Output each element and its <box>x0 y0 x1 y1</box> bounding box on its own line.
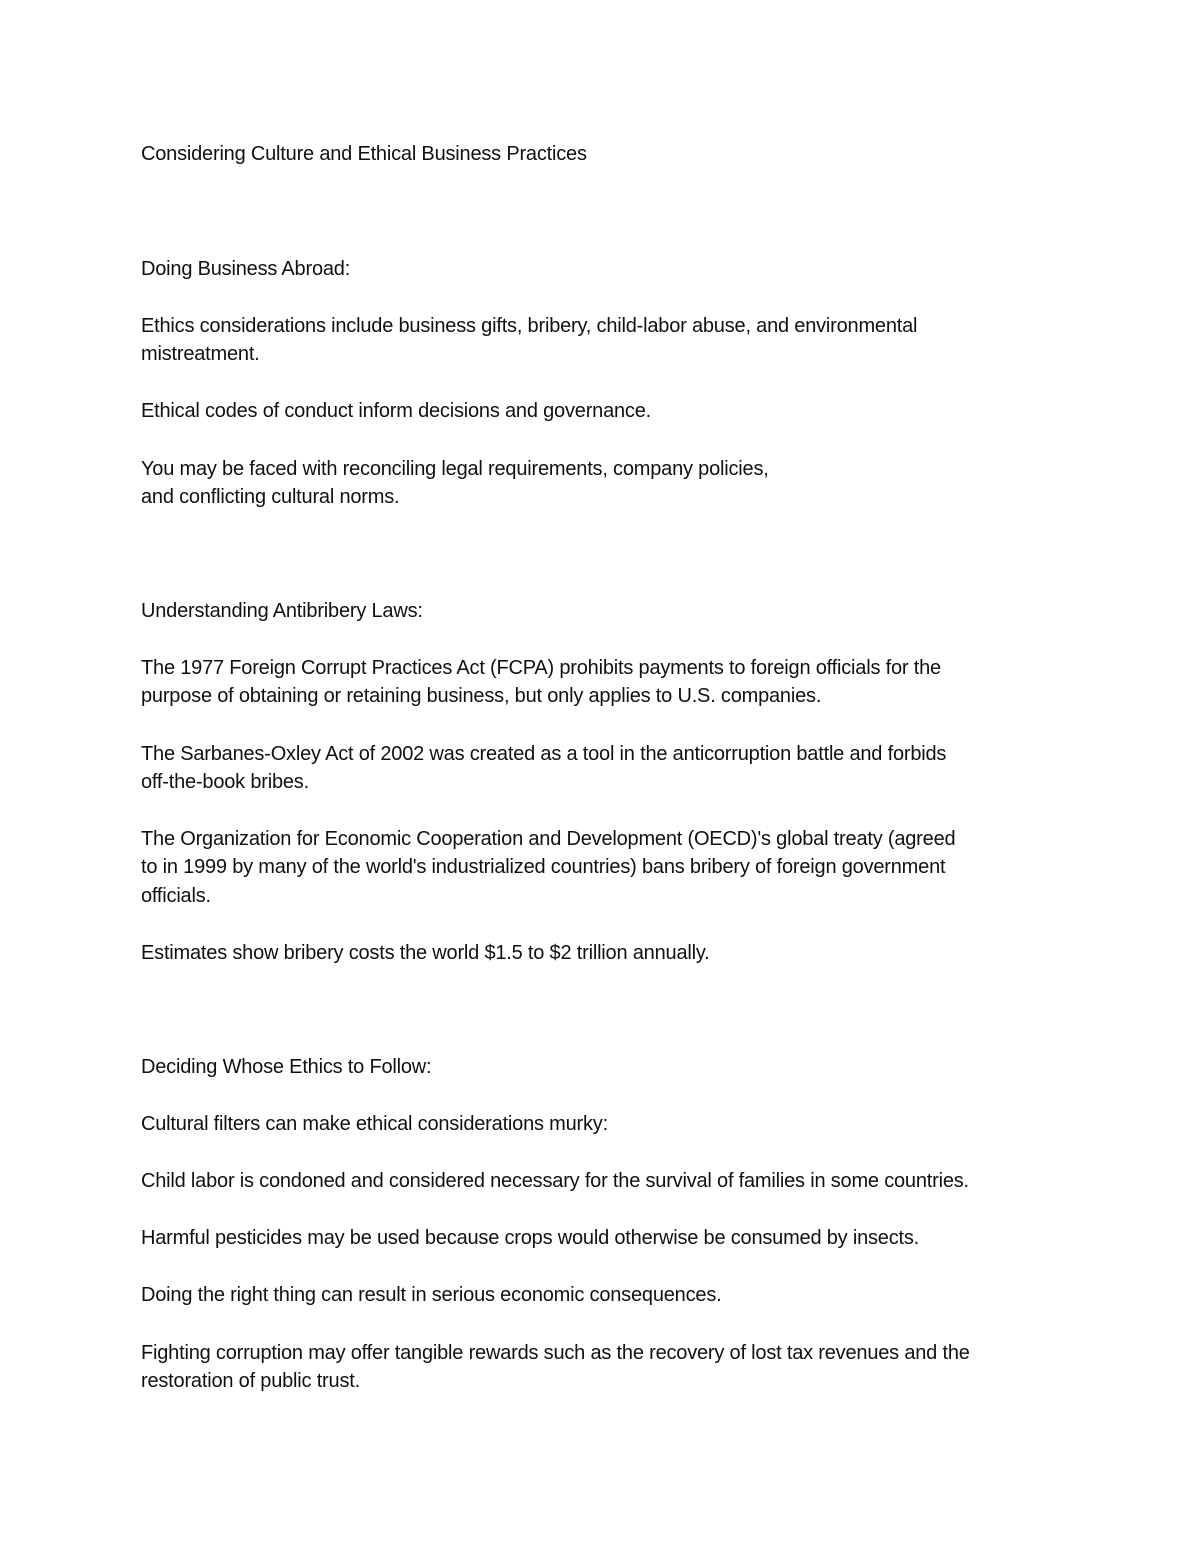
paragraph-line: Estimates show bribery costs the world $1.5 to $2 trillion annually. <box>141 942 710 964</box>
section-heading-whose-ethics: Deciding Whose Ethics to Follow: <box>141 1056 432 1078</box>
paragraph-line: and conflicting cultural norms. <box>141 486 400 508</box>
paragraph-line: mistreatment. <box>141 343 260 365</box>
paragraph-line: restoration of public trust. <box>141 1370 360 1392</box>
paragraph-line: Fighting corruption may offer tangible rewards such as the recovery of lost tax revenues and the <box>141 1342 970 1364</box>
paragraph-line: You may be faced with reconciling legal requirements, company policies, <box>141 458 769 480</box>
paragraph-line: Harmful pesticides may be used because crops would otherwise be consumed by insects. <box>141 1227 920 1249</box>
paragraph-line: purpose of obtaining or retaining business, but only applies to U.S. companies. <box>141 685 822 707</box>
document-title: Considering Culture and Ethical Business Practices <box>141 143 587 165</box>
paragraph-line: officials. <box>141 885 211 907</box>
paragraph-line: The Sarbanes-Oxley Act of 2002 was created as a tool in the anticorruption battle and forbids <box>141 743 947 765</box>
paragraph-line: to in 1999 by many of the world's industrialized countries) bans bribery of foreign government <box>141 856 946 878</box>
paragraph-line: The Organization for Economic Cooperation and Development (OECD)'s global treaty (agreed <box>141 828 956 850</box>
section-heading-doing-business-abroad: Doing Business Abroad: <box>141 258 351 280</box>
paragraph-line: off-the-book bribes. <box>141 771 309 793</box>
paragraph-line: Ethical codes of conduct inform decisions and governance. <box>141 400 652 422</box>
paragraph-line: Cultural filters can make ethical considerations murky: <box>141 1113 608 1135</box>
paragraph-line: Child labor is condoned and considered necessary for the survival of families in some countries. <box>141 1170 969 1192</box>
paragraph-line: The 1977 Foreign Corrupt Practices Act (FCPA) prohibits payments to foreign officials for the <box>141 657 941 679</box>
section-heading-antibribery-laws: Understanding Antibribery Laws: <box>141 600 423 622</box>
paragraph-line: Doing the right thing can result in serious economic consequences. <box>141 1284 722 1306</box>
paragraph-line: Ethics considerations include business gifts, bribery, child-labor abuse, and environmental <box>141 315 918 337</box>
